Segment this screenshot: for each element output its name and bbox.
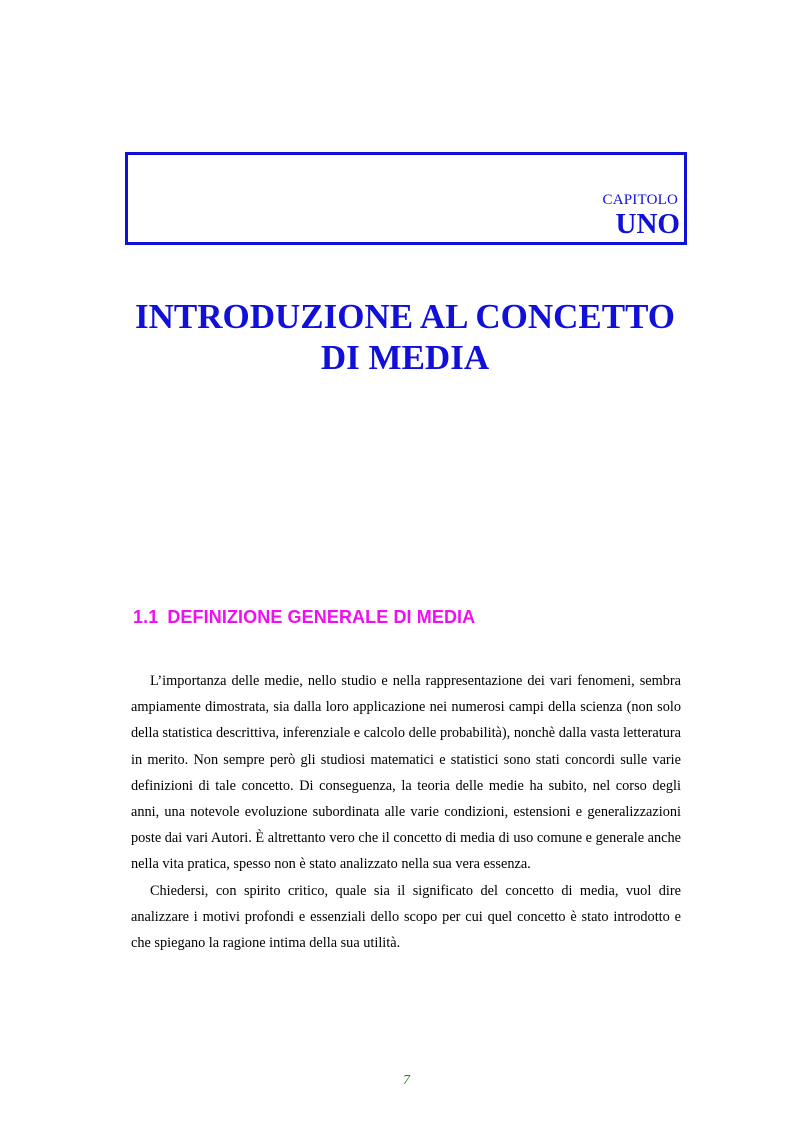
section-number: 1.1 bbox=[133, 607, 159, 627]
section-heading bbox=[133, 607, 475, 628]
paragraph: Chiedersi, con spirito critico, quale sia il significato del concetto di media, vuol dire analizzare i motivi profondi e essenziali dello scopo per cui quel concetto è stato introdotto e che spiegano la ragione intima della sua utilità. bbox=[131, 882, 681, 952]
chapter-title-line-2: DI MEDIA bbox=[320, 338, 490, 377]
chapter-box bbox=[125, 152, 687, 245]
paragraph: L’importanza delle medie, nello studio e nella rappresentazione dei vari fenomeni, sembra ampiamente dimostrata, sia dalla loro applicazione nei numerosi campi della scienza (non solo della statistica descrittiva, inferenziale e calcolo delle probabilità), nonchè dalla vasta letteratura in merito. Non sempre però gli studiosi matematici e statistici sono stati concordi sulle varie definizioni di tale concetto. Di conseguenza, la teoria delle medie ha subito, nel corso degli anni, una notevole evoluzione subordinata alle varie condizioni, estensioni e generalizzazioni poste dai vari Autori. È altrettanto vero che il concetto di media di uso comune e generale anche nella vita pratica, spesso non è stato analizzato nella sua vera essenza. bbox=[131, 673, 681, 873]
chapter-label: CAPITOLO bbox=[602, 192, 678, 208]
page-number: 7 bbox=[403, 1073, 410, 1088]
chapter-title-line-1: INTRODUZIONE AL CONCETTO bbox=[134, 297, 676, 336]
chapter-number: UNO bbox=[615, 208, 680, 240]
body-text bbox=[131, 668, 681, 956]
section-title: DEFINIZIONE GENERALE DI MEDIA bbox=[167, 607, 476, 627]
chapter-title bbox=[100, 296, 710, 378]
